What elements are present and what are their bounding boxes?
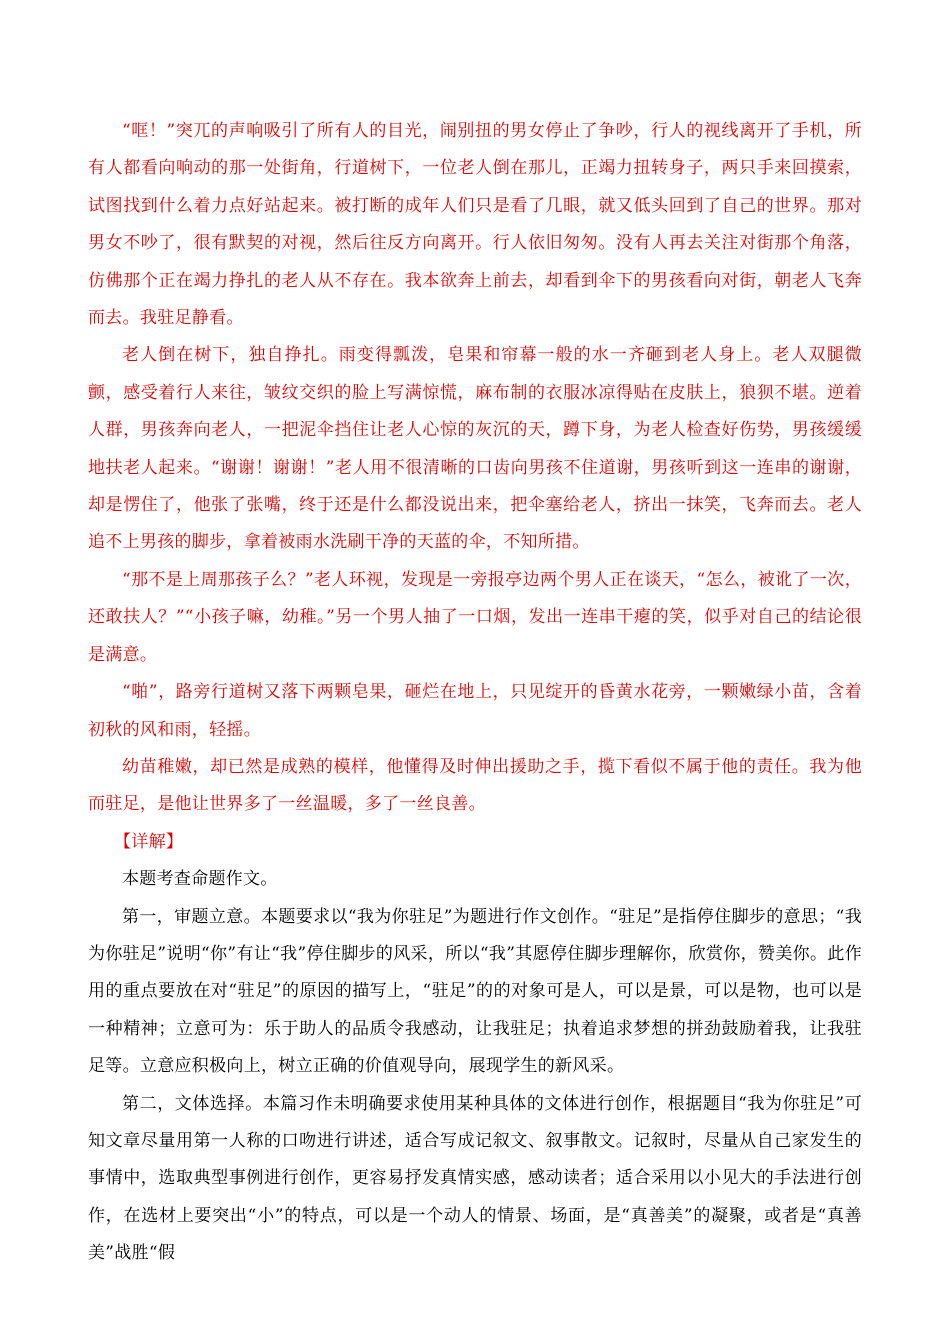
essay-paragraph-4: “啪”，路旁行道树又落下两颗皂果，砸烂在地上，只见绽开的昏黄水花旁，一颗嫩绿小苗，含着初秋的风和雨，轻摇。	[88, 682, 862, 740]
essay-paragraph-3: “那不是上周那孩子么？”老人环视，发现是一旁报亭边两个男人正在谈天，“怎么，被讹了一次，还敢扶人？”“小孩子嘛，幼稚。”另一个男人抽了一口烟，发出一连串干瘪的笑，似乎对自己的结论很是满意。	[88, 569, 862, 665]
detail-heading: 【详解】	[114, 831, 184, 852]
detail-paragraph-2: 第一，审题立意。本题要求以“我为你驻足”为题进行作文创作。“驻足”是指停住脚步的意思；“我为你驻足”说明“你”有让“我”停住脚步的风采，所以“我”其愿停住脚步理解你，欣赏你，赞美你。此作用的重点要放在对“驻足”的原因的描写上，“驻足”的的对象可是人，可以是景，可以是物，也可以是一种精神；立意可为：乐于助人的品质令我感动，让我驻足；执着追求梦想的拼劲鼓励着我，让我驻足等。立意应积极向上，树立正确的价值观导向，展现学生的新风采。	[88, 906, 862, 1077]
essay-paragraph-5: 幼苗稚嫩，却已然是成熟的模样，他懂得及时伸出援助之手，揽下看似不属于他的责任。我为他而驻足，是他让世界多了一丝温暖，多了一丝良善。	[88, 756, 862, 815]
essay-paragraph-2: 老人倒在树下，独自挣扎。雨变得瓢泼，皂果和帘幕一般的水一齐砸到老人身上。老人双腿微颤，感受着行人来往，皱纹交织的脸上写满惊慌，麻布制的衣服冰凉得贴在皮肤上，狼狈不堪。逆着人群，男孩奔向老人，一把泥伞挡住让老人心惊的灰沉的天，蹲下身，为老人检查好伤势，男孩缓缓地扶老人起来。“谢谢！谢谢！”老人用不很清晰的口齿向男孩不住道谢，男孩听到这一连串的谢谢，却是愣住了，他张了张嘴，终于还是什么都没说出来，把伞塞给老人，挤出一抹笑，飞奔而去。老人追不上男孩的脚步，拿着被雨水洗刷干净的天蓝的伞，不知所措。	[88, 345, 862, 553]
detail-paragraph-3: 第二，文体选择。本篇习作未明确要求使用某种具体的文体进行创作，根据题目“我为你驻足”可知文章尽量用第一人称的口吻进行讲述，适合写成记叙文、叙事散文。记叙时，尽量从自己家发生的事情中，选取典型事例进行创作，更容易抒发真情实感，感动读者；适合采用以小见大的手法进行创作，在选材上要突出“小”的特点，可以是一个动人的情景、场面，是“真善美”的凝聚，或者是“真善美”战胜“假	[88, 1093, 862, 1264]
detail-paragraph-1: 本题考查命题作文。	[122, 869, 278, 890]
essay-paragraph-1: “哐！”突兀的声响吸引了所有人的目光，闹别扭的男女停止了争吵，行人的视线离开了手机，所有人都看向响动的那一处街角，行道树下，一位老人倒在那儿，正竭力扭转身子，两只手来回摸索，试图找到什么着力点好站起来。被打断的成年人们只是看了几眼，就又低头回到了自己的世界。那对男女不吵了，很有默契的对视，然后往反方向离开。行人依旧匆匆。没有人再去关注对街那个角落，仿佛那个正在竭力挣扎的老人从不存在。我本欲奔上前去，却看到伞下的男孩看向对街，朝老人飞奔而去。我驻足静看。	[88, 121, 862, 329]
document-body	[88, 113, 862, 1273]
